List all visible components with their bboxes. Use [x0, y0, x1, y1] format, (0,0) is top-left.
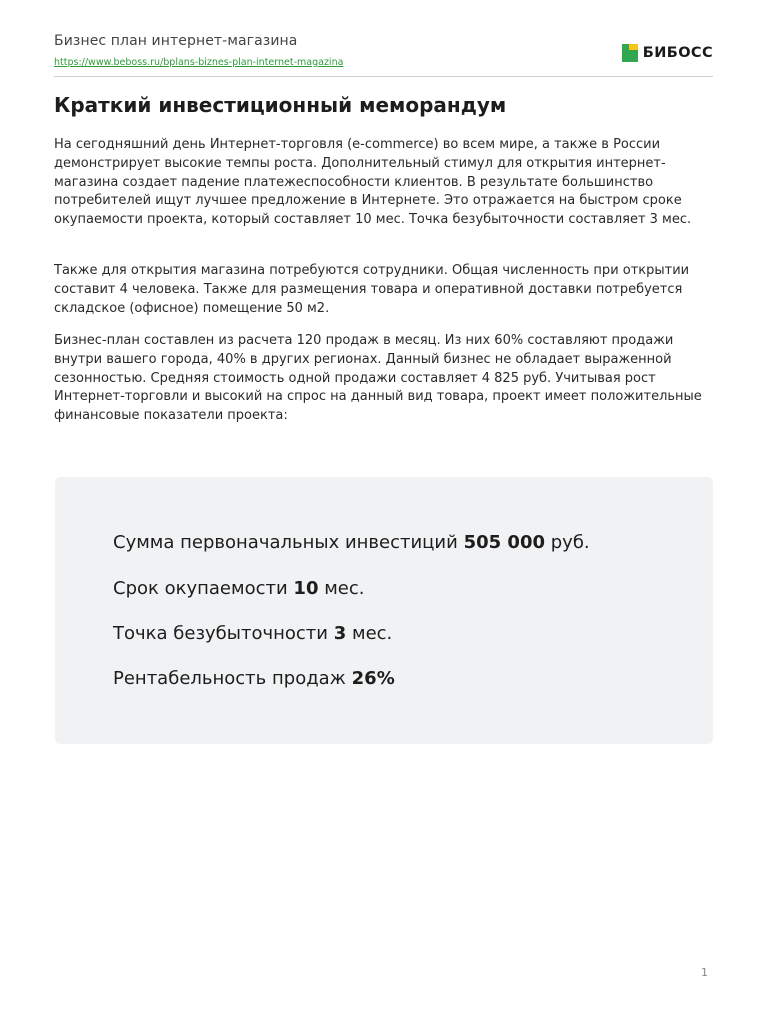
- metric-breakeven-label: Точка безубыточности: [113, 623, 328, 644]
- metric-investment-unit: руб.: [550, 532, 590, 553]
- metric-profitability: [113, 668, 395, 689]
- metric-breakeven: [113, 623, 392, 644]
- logo-text: БИБОСС: [642, 45, 713, 61]
- beboss-logo[interactable]: [622, 43, 713, 63]
- metric-payback-label: Срок окупаемости: [113, 578, 288, 599]
- section-heading: Краткий инвестиционный меморандум: [54, 93, 507, 117]
- metric-investment-value: 505 000: [463, 532, 545, 553]
- source-link[interactable]: https://www.beboss.ru/bplans-biznes-plan-internet-magazina: [54, 57, 344, 68]
- logo-icon: [622, 44, 638, 62]
- paragraph-staff: Также для открытия магазина потребуются сотрудники. Общая численность при открытии составит 4 человека. Также для размещения товара и оперативной доставки потребуется складское (офисное) помещение 50 м2.: [54, 263, 690, 316]
- metric-breakeven-value: 3: [333, 623, 347, 644]
- metric-payback: [113, 578, 365, 599]
- key-metrics-box: [55, 477, 713, 744]
- metric-profitability-value: 26%: [351, 668, 395, 689]
- metric-payback-unit: мес.: [324, 578, 365, 599]
- document-title: Бизнес план интернет-магазина: [54, 33, 298, 49]
- paragraph-intro: На сегодняшний день Интернет-торговля (e-commerce) во всем мире, а также в России демонстрирует высокие темпы роста. Дополнительный стимул для открытия интернет-магазина создает падение платежеспособности клиентов. В результате большинство потребителей ищут лучшее предложение в Интернете. Это отражается на быстром сроке окупаемости проекта, который составляет 10 мес. Точка безубыточности составляет 3 мес.: [54, 137, 692, 228]
- metric-breakeven-unit: мес.: [351, 623, 393, 644]
- metric-profitability-label: Рентабельность продаж: [113, 668, 346, 689]
- page-number: 1: [701, 966, 708, 979]
- metric-payback-value: 10: [293, 578, 319, 599]
- metric-investment-label: Сумма первоначальных инвестиций: [113, 532, 458, 553]
- paragraph-sales: Бизнес-план составлен из расчета 120 продаж в месяц. Из них 60% составляют продажи внутри вашего города, 40% в других регионах. Данный бизнес не обладает выраженной сезонностью. Средняя стоимость одной продажи составляет 4 825 руб. Учитывая рост Интернет-торговли и высокий на спрос на данный вид товара, проект имеет положительные финансовые показатели проекта:: [54, 333, 702, 424]
- metric-investment: [113, 532, 590, 553]
- page-header: [54, 30, 713, 77]
